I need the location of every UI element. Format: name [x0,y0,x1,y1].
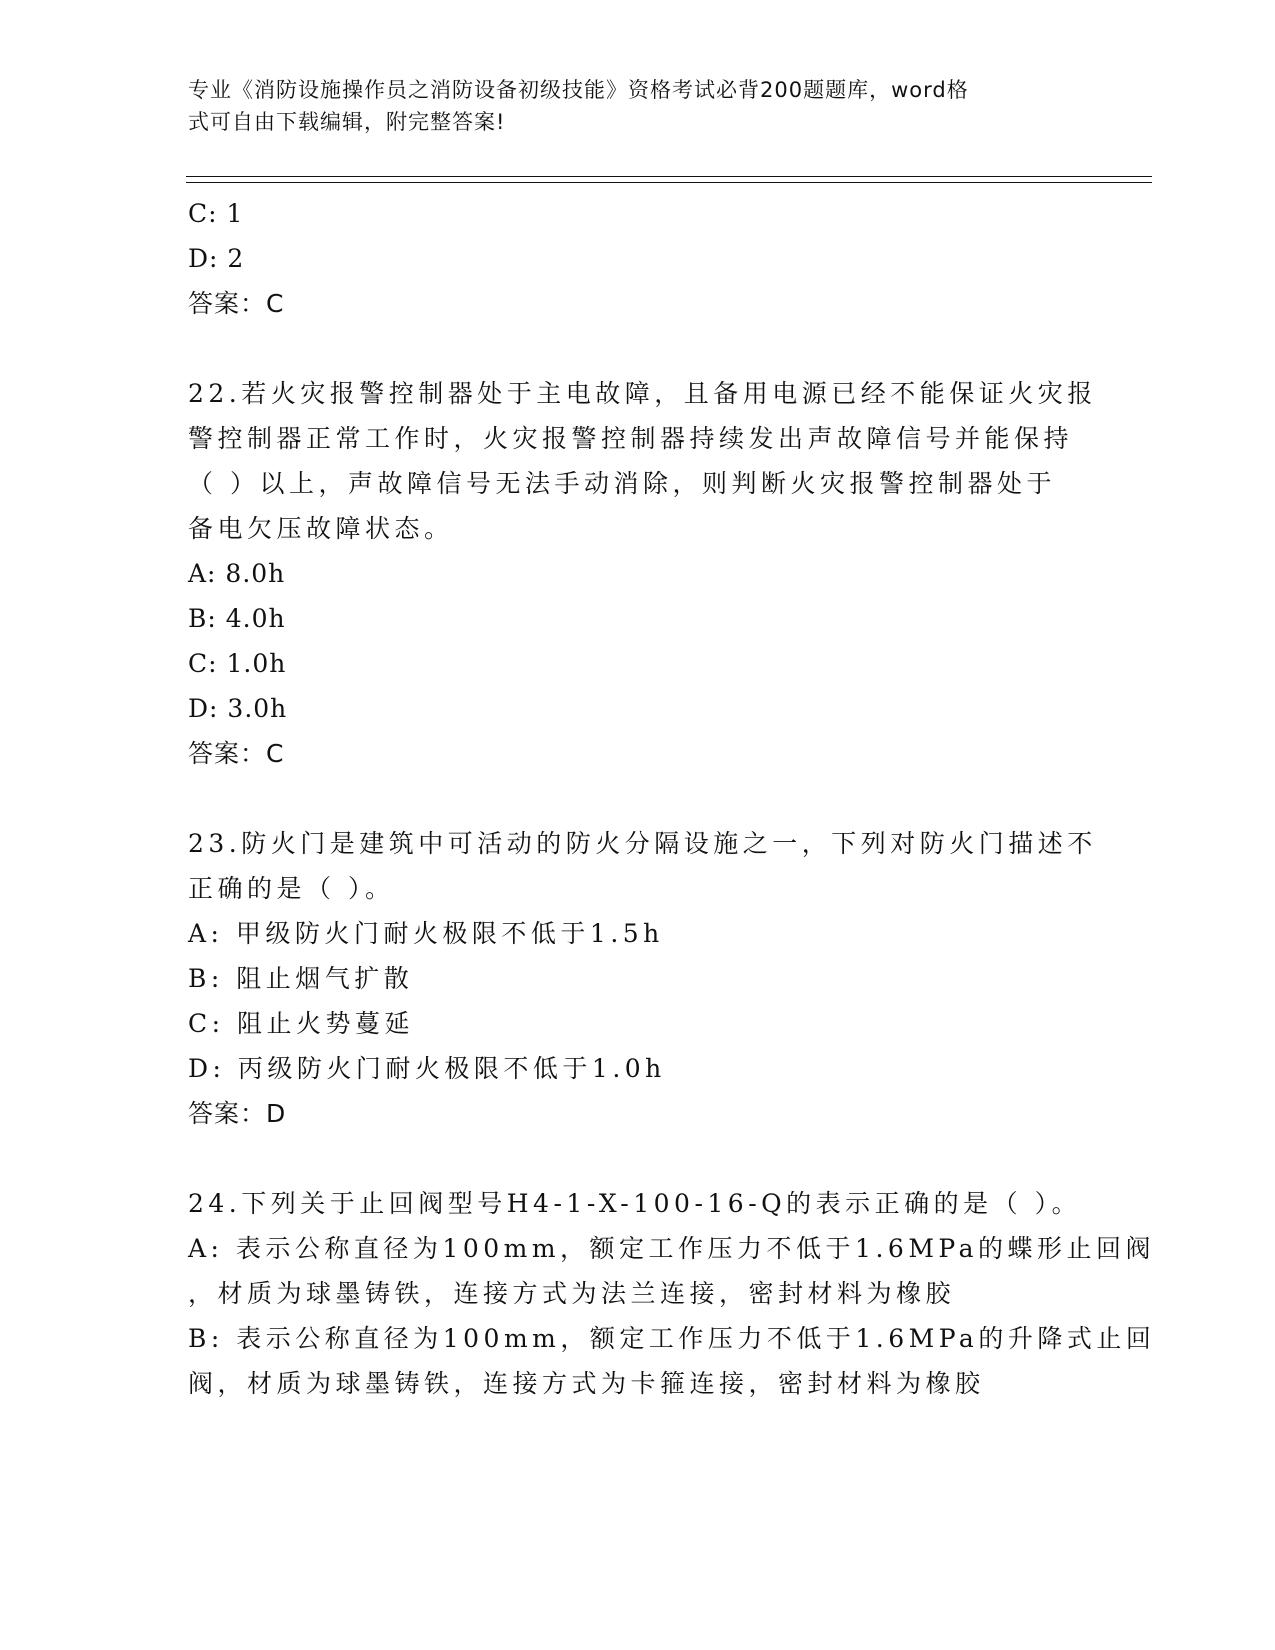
q22-stem-line-3: （ ）以上，声故障信号无法手动消除，则判断火灾报警控制器处于 [188,469,1056,498]
q23-stem-line-1: 23.防火门是建筑中可活动的防火分隔设施之一，下列对防火门描述不 [188,829,1097,858]
spacer [188,1136,1088,1181]
spacer [188,776,1088,821]
q22-answer: 答案：C [188,739,285,768]
q22-stem-line-4: 备电欠压故障状态。 [188,514,454,543]
q21-option-c: C: 1 [188,199,244,228]
q23-option-a: A: 甲级防火门耐火极限不低于1.5h [188,919,664,948]
q24-option-b-line-2: 阀，材质为球墨铸铁，连接方式为卡箍连接，密封材料为橡胶 [188,1369,985,1398]
q22-option-c: C: 1.0h [188,649,287,678]
q24-stem-line-1: 24.下列关于止回阀型号H4-1-X-100-16-Q的表示正确的是（ ）。 [188,1189,1082,1218]
q24-option-b-line-1: B: 表示公称直径为100mm，额定工作压力不低于1.6MPa的升降式止回 [188,1324,1156,1353]
q22-stem-line-2: 警控制器正常工作时，火灾报警控制器持续发出声故障信号并能保持 [188,424,1074,453]
q23-option-d: D: 丙级防火门耐火极限不低于1.0h [188,1054,666,1083]
q24-option-a-line-1: A: 表示公称直径为100mm，额定工作压力不低于1.6MPa的蝶形止回阀 [188,1234,1156,1263]
question-21-tail [188,191,1088,326]
header-title-line-2: 式可自由下载编辑，附完整答案! [188,110,506,134]
q22-option-d: D: 3.0h [188,694,288,723]
question-23 [188,821,1097,1136]
q22-option-a: A: 8.0h [188,559,286,588]
q23-option-b: B: 阻止烟气扩散 [188,964,414,993]
q23-answer: 答案：D [188,1099,287,1128]
question-list [188,191,1156,1406]
header-rule-bottom [186,182,1152,183]
header-rule-top [186,176,1152,177]
q22-stem-line-1: 22.若火灾报警控制器处于主电故障，且备用电源已经不能保证火灾报 [188,379,1097,408]
header-title-line-1: 专业《消防设施操作员之消防设备初级技能》资格考试必背200题题库，word格 [188,78,969,102]
question-24 [188,1181,1156,1406]
q21-option-d: D: 2 [188,244,245,273]
q23-option-c: C: 阻止火势蔓延 [188,1009,414,1038]
q21-answer: 答案：C [188,289,285,318]
document-header [188,74,1068,138]
q23-stem-line-2: 正确的是（ ）。 [188,874,395,903]
q24-option-a-line-2: ，材质为球墨铸铁，连接方式为法兰连接，密封材料为橡胶 [188,1279,956,1308]
spacer [188,326,1088,371]
question-22 [188,371,1097,776]
q22-option-b: B: 4.0h [188,604,286,633]
